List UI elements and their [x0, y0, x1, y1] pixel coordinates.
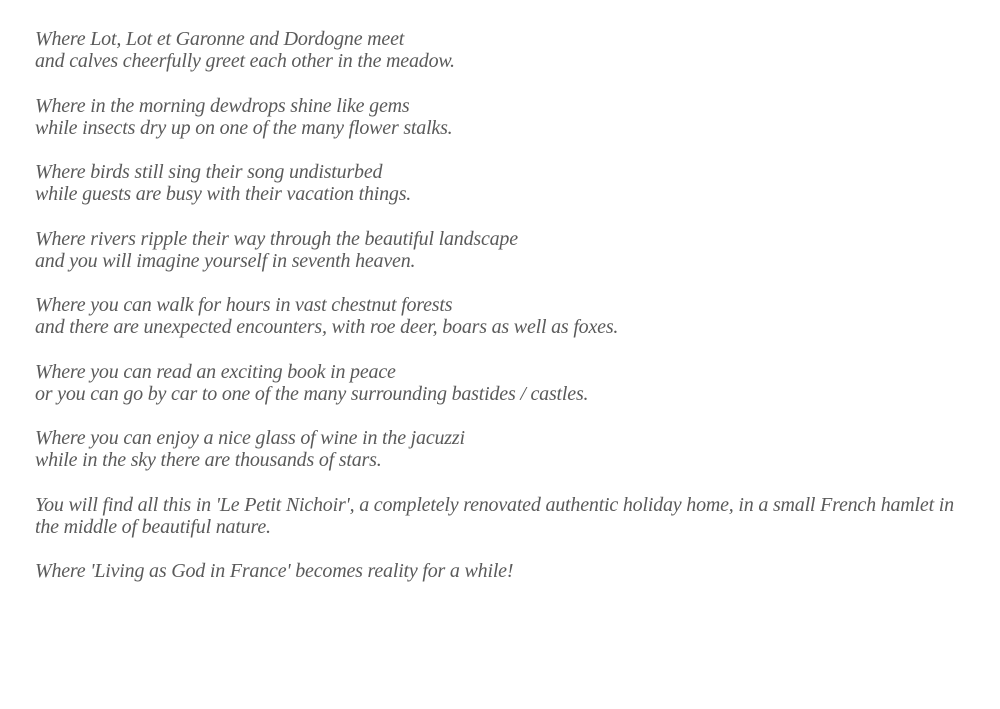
- stanza-5: [35, 294, 960, 338]
- poem-line: Where you can enjoy a nice glass of wine in the jacuzzi: [35, 427, 465, 449]
- poem-line: Where rivers ripple their way through the beautiful landscape: [35, 227, 518, 250]
- stanza-8: [35, 494, 960, 538]
- stanza-9: [35, 560, 960, 582]
- poem-line: while insects dry up on one of the many flower stalks.: [35, 116, 453, 139]
- poem-line: and you will imagine yourself in seventh heaven.: [35, 249, 416, 272]
- stanza-7: [35, 427, 960, 471]
- stanza-2: [35, 95, 960, 139]
- poem-line: Where birds still sing their song undisturbed: [35, 161, 383, 183]
- stanza-6: [35, 361, 960, 405]
- stanza-4: [35, 228, 960, 272]
- poem-text: [35, 28, 960, 582]
- poem-line: Where Lot, Lot et Garonne and Dordogne meet: [35, 28, 405, 50]
- poem-line: Where you can read an exciting book in peace: [35, 360, 396, 383]
- poem-line: Where 'Living as God in France' becomes reality for a while!: [35, 560, 514, 582]
- poem-line: Where you can walk for hours in vast chestnut forests: [35, 294, 453, 316]
- poem-line: and there are unexpected encounters, with roe deer, boars as well as foxes.: [35, 316, 619, 338]
- poem-line: while guests are busy with their vacation things.: [35, 183, 412, 205]
- poem-line: and calves cheerfully greet each other in the meadow.: [35, 50, 455, 72]
- poem-line: You will find all this in 'Le Petit Nichoir', a completely renovated authentic holiday home, in a small French hamlet in the middle of beautiful nature.: [35, 493, 954, 538]
- poem-line: while in the sky there are thousands of stars.: [35, 449, 382, 471]
- stanza-1: [35, 28, 960, 72]
- poem-line: or you can go by car to one of the many surrounding bastides / castles.: [35, 382, 589, 405]
- stanza-3: [35, 161, 960, 205]
- poem-line: Where in the morning dewdrops shine like gems: [35, 94, 410, 117]
